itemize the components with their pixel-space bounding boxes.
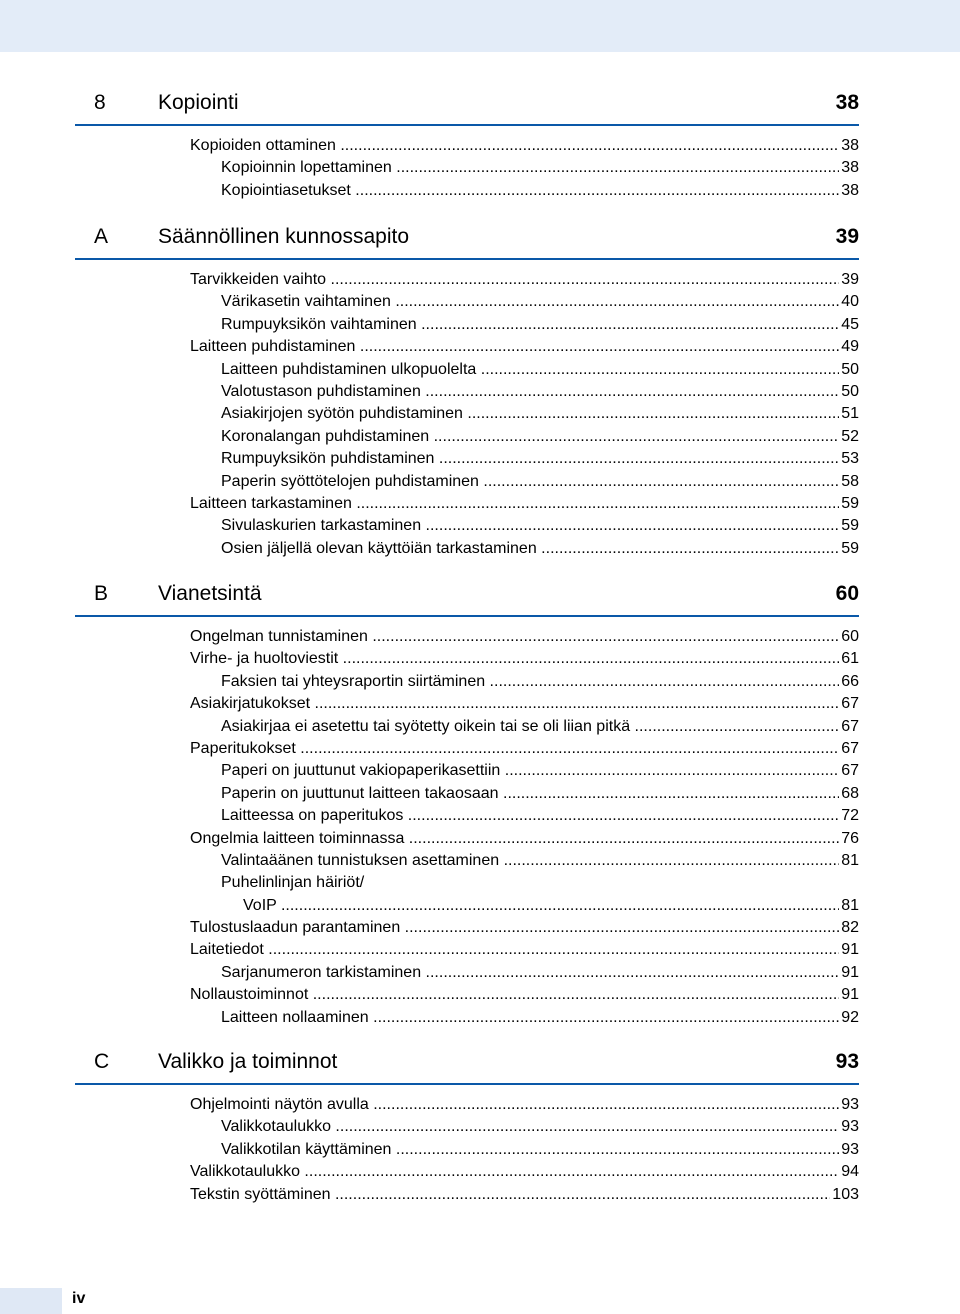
section-title: Säännöllinen kunnossapito <box>158 225 410 248</box>
toc-entry-page: 51 <box>839 403 859 425</box>
toc-entry-page: 49 <box>839 336 859 358</box>
toc-entry-page: 67 <box>839 716 859 738</box>
section-entries <box>0 135 960 202</box>
toc-entry-page: 45 <box>839 314 859 336</box>
toc-entry[interactable] <box>0 538 960 560</box>
toc-entry-label: Paperi on juuttunut vakiopaperikasettiin ..... <box>221 760 859 782</box>
toc-entry[interactable] <box>0 828 960 850</box>
toc-entry[interactable] <box>0 157 960 179</box>
toc-entry-page: 92 <box>839 1007 859 1029</box>
section-heading[interactable] <box>0 88 960 118</box>
toc-entry[interactable] <box>0 515 960 537</box>
section-divider <box>75 124 859 126</box>
section-number: 8 <box>94 91 106 114</box>
toc-entry-label: Osien jäljellä olevan käyttöiän tarkastaminen ..... <box>221 538 859 560</box>
toc-entry-page: 76 <box>839 828 859 850</box>
toc-entry[interactable] <box>0 738 960 760</box>
section-number: B <box>94 582 109 605</box>
section-page: 60 <box>835 582 859 605</box>
toc-entry-label: Valotustason puhdistaminen ..... <box>221 381 859 403</box>
toc-entry-label: Sarjanumeron tarkistaminen ..... <box>221 962 859 984</box>
toc-entry[interactable] <box>0 783 960 805</box>
toc-entry-page: 38 <box>839 180 859 202</box>
toc-entry-label: Virhe- ja huoltoviestit ..... <box>190 648 859 670</box>
toc-entry[interactable] <box>0 1094 960 1116</box>
toc-entry[interactable] <box>0 805 960 827</box>
toc-entry-page: 67 <box>839 693 859 715</box>
toc-entry-page: 58 <box>839 471 859 493</box>
section-heading[interactable] <box>0 1047 960 1077</box>
toc-entry-label: Laitteen puhdistaminen ulkopuolelta ..... <box>221 359 859 381</box>
toc-entry-label: Laitteen tarkastaminen ..... <box>190 493 859 515</box>
toc-entry[interactable] <box>0 471 960 493</box>
toc-entry-page: 61 <box>839 648 859 670</box>
section-number: C <box>94 1050 110 1073</box>
section-heading[interactable] <box>0 222 960 252</box>
toc-entry[interactable] <box>0 493 960 515</box>
toc-entry-page: 53 <box>839 448 859 470</box>
toc-entry[interactable] <box>0 1007 960 1029</box>
toc-entry-label: VoIP ..... <box>243 895 859 917</box>
toc-entry[interactable] <box>0 872 960 894</box>
section-entries <box>0 1094 960 1206</box>
toc-entry[interactable] <box>0 180 960 202</box>
toc-entry-label: Koronalangan puhdistaminen ..... <box>221 426 859 448</box>
toc-entry[interactable] <box>0 984 960 1006</box>
section-number: A <box>94 225 109 248</box>
toc-entry-page: 66 <box>839 671 859 693</box>
toc-entry[interactable] <box>0 314 960 336</box>
section-title: Vianetsintä <box>158 582 262 605</box>
toc-entry-page: 38 <box>839 157 859 179</box>
toc-entry-label: Asiakirjojen syötön puhdistaminen ..... <box>221 403 859 425</box>
toc-entry-page: 67 <box>839 760 859 782</box>
toc-entry-page: 91 <box>839 939 859 961</box>
toc-entry-page: 50 <box>839 381 859 403</box>
toc-entry-label: Valikkotaulukko ..... <box>221 1116 859 1138</box>
toc-entry-label: Ohjelmointi näytön avulla ..... <box>190 1094 859 1116</box>
toc-entry[interactable] <box>0 336 960 358</box>
footer-tab <box>0 1288 62 1314</box>
toc-entry[interactable] <box>0 269 960 291</box>
toc-entry-page: 72 <box>839 805 859 827</box>
toc-entry[interactable] <box>0 626 960 648</box>
section-title: Valikko ja toiminnot <box>158 1050 338 1073</box>
toc-entry[interactable] <box>0 760 960 782</box>
toc-entry[interactable] <box>0 381 960 403</box>
section-page: 39 <box>835 225 859 248</box>
toc-entry[interactable] <box>0 135 960 157</box>
toc-entry[interactable] <box>0 939 960 961</box>
toc-entry-label: Laitetiedot ..... <box>190 939 859 961</box>
toc-section-c <box>0 1047 960 1203</box>
toc-section-b <box>0 579 960 1026</box>
toc-entry[interactable] <box>0 716 960 738</box>
toc-entry-page: 59 <box>839 515 859 537</box>
toc-entry-page: 40 <box>839 291 859 313</box>
toc-entry-label: Laitteessa on paperitukos ..... <box>221 805 859 827</box>
toc-entry-page: 50 <box>839 359 859 381</box>
toc-entry[interactable] <box>0 1139 960 1161</box>
toc-entry-label: Paperin on juuttunut laitteen takaosaan ..... <box>221 783 859 805</box>
toc-entry[interactable] <box>0 1116 960 1138</box>
toc-entry-page: 81 <box>839 895 859 917</box>
toc-entry[interactable] <box>0 850 960 872</box>
toc-entry-page: 39 <box>839 269 859 291</box>
toc-entry-label: Ongelmia laitteen toiminnassa ..... <box>190 828 859 850</box>
toc-entry-label: Tekstin syöttäminen ..... <box>190 1184 859 1206</box>
toc-entry[interactable] <box>0 448 960 470</box>
toc-entry-page: 82 <box>839 917 859 939</box>
toc-entry-label: Sivulaskurien tarkastaminen ..... <box>221 515 859 537</box>
toc-entry-page: 91 <box>839 962 859 984</box>
toc-entry-label: Kopiointiasetukset ..... <box>221 180 859 202</box>
section-page: 93 <box>835 1050 859 1073</box>
toc-entry[interactable] <box>0 671 960 693</box>
toc-entry-label: Kopioiden ottaminen ..... <box>190 135 859 157</box>
toc-entry[interactable] <box>0 917 960 939</box>
toc-entry-label: Tarvikkeiden vaihto ..... <box>190 269 859 291</box>
toc-entry-label: Paperin syöttötelojen puhdistaminen ..... <box>221 471 859 493</box>
toc-entry[interactable] <box>0 648 960 670</box>
section-divider <box>75 1083 859 1085</box>
toc-entry-label: Valintaäänen tunnistuksen asettaminen ..... <box>221 850 859 872</box>
toc-entry-page: 93 <box>839 1139 859 1161</box>
footer-page-number: iv <box>72 1290 86 1307</box>
toc-entry-page: 67 <box>839 738 859 760</box>
toc-section-a <box>0 222 960 557</box>
section-entries <box>0 626 960 1029</box>
toc-entry-label: Valikkotaulukko ..... <box>190 1161 859 1183</box>
toc-entry[interactable] <box>0 403 960 425</box>
toc-entry-label: Laitteen nollaaminen ..... <box>221 1007 859 1029</box>
toc-entry-page: 60 <box>839 626 859 648</box>
toc-entry-label: Paperitukokset ..... <box>190 738 859 760</box>
toc-entry-label: Ongelman tunnistaminen ..... <box>190 626 859 648</box>
toc-entry[interactable] <box>0 693 960 715</box>
toc-entry-page: 93 <box>839 1094 859 1116</box>
toc-entry[interactable] <box>0 895 960 917</box>
toc-entry-label: Nollaustoiminnot ..... <box>190 984 859 1006</box>
toc-entry-page: 52 <box>839 426 859 448</box>
section-entries <box>0 269 960 560</box>
toc-entry-page: 91 <box>839 984 859 1006</box>
toc-entry-page: 94 <box>839 1161 859 1183</box>
toc-entry-page: 103 <box>830 1184 859 1206</box>
section-heading[interactable] <box>0 579 960 609</box>
top-banner <box>0 0 960 52</box>
toc-entry-page: 59 <box>839 493 859 515</box>
toc-entry-label: Kopioinnin lopettaminen ..... <box>221 157 859 179</box>
toc-entry-page: 59 <box>839 538 859 560</box>
toc-entry-label: Rumpuyksikön vaihtaminen ..... <box>221 314 859 336</box>
toc-entry[interactable] <box>0 1184 960 1206</box>
toc-entry[interactable] <box>0 426 960 448</box>
toc-entry[interactable] <box>0 291 960 313</box>
toc-entry-label: Valikkotilan käyttäminen ..... <box>221 1139 859 1161</box>
section-title: Kopiointi <box>158 91 239 114</box>
toc-section-8 <box>0 88 960 199</box>
toc-entry[interactable] <box>0 359 960 381</box>
toc-entry[interactable] <box>0 1161 960 1183</box>
section-divider <box>75 615 859 617</box>
toc-entry-page: 68 <box>839 783 859 805</box>
toc-entry-page: 93 <box>839 1116 859 1138</box>
toc-entry-page: 81 <box>839 850 859 872</box>
section-divider <box>75 258 859 260</box>
section-page: 38 <box>835 91 859 114</box>
toc-entry-label: Rumpuyksikön puhdistaminen ..... <box>221 448 859 470</box>
toc-entry-label: Asiakirjatukokset ..... <box>190 693 859 715</box>
toc-entry-page: 38 <box>839 135 859 157</box>
toc-entry-label: Värikasetin vaihtaminen ..... <box>221 291 859 313</box>
toc-entry-label: Faksien tai yhteysraportin siirtäminen ..... <box>221 671 859 693</box>
toc-entry-label: Tulostuslaadun parantaminen ..... <box>190 917 859 939</box>
toc-entry[interactable] <box>0 962 960 984</box>
toc-entry-label: Puhelinlinjan häiriöt/ <box>221 874 365 892</box>
toc-entry-label: Asiakirjaa ei asetettu tai syötetty oikein tai se oli liian pitkä ..... <box>221 716 859 738</box>
toc-entry-label: Laitteen puhdistaminen ..... <box>190 336 859 358</box>
